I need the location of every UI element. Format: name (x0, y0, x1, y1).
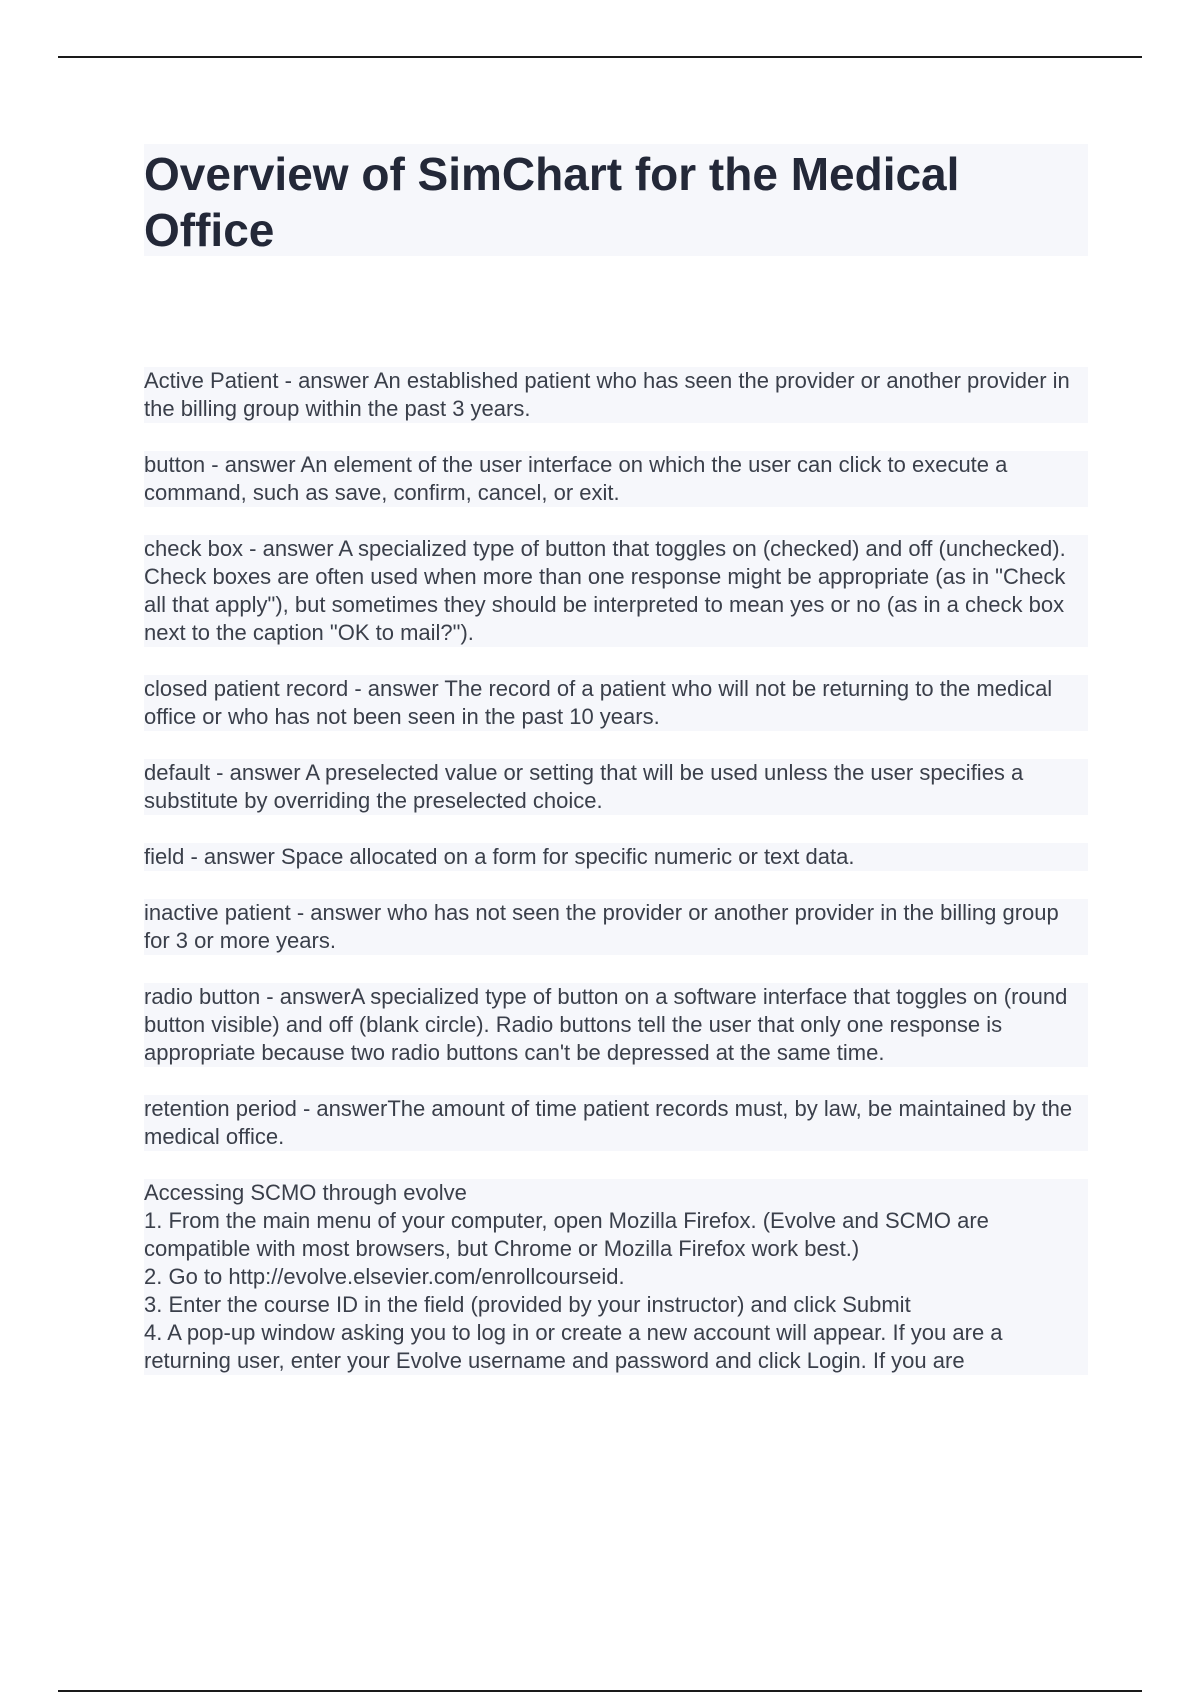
access-step: 2. Go to http://evolve.elsevier.com/enrollcourseid. (144, 1264, 625, 1289)
top-rule (58, 56, 1142, 58)
title-block (144, 144, 1088, 256)
definition-entry: Active Patient - answer An established patient who has seen the provider or another provider in the billing group within the past 3 years. (144, 367, 1088, 423)
definition-entry: retention period - answerThe amount of time patient records must, by law, be maintained by the medical office. (144, 1095, 1088, 1151)
access-step: 3. Enter the course ID in the field (provided by your instructor) and click Submit (144, 1292, 911, 1317)
definition-entry: radio button - answerA specialized type of button on a software interface that toggles on (round button visible) and off (blank circle). Radio buttons tell the user that only one response is appropriate because two radio buttons can't be depressed at the same time. (144, 983, 1088, 1067)
definition-entry: default - answer A preselected value or setting that will be used unless the user specifies a substitute by overriding the preselected choice. (144, 759, 1088, 815)
document-body (144, 367, 1088, 1375)
definition-entry: button - answer An element of the user interface on which the user can click to execute a command, such as save, confirm, cancel, or exit. (144, 451, 1088, 507)
definition-entry: inactive patient - answer who has not seen the provider or another provider in the billing group for 3 or more years. (144, 899, 1088, 955)
bottom-rule (58, 1690, 1142, 1692)
access-section (144, 1179, 1088, 1375)
access-heading: Accessing SCMO through evolve (144, 1180, 467, 1205)
definition-entry: check box - answer A specialized type of button that toggles on (checked) and off (unchecked). Check boxes are often used when more than one response might be appropriate (as in "Check all that apply"), but sometimes they should be interpreted to mean yes or no (as in a check box next to the caption "OK to mail?"). (144, 535, 1088, 647)
access-step: 4. A pop-up window asking you to log in or create a new account will appear. If you are a returning user, enter your Evolve username and password and click Login. If you are (144, 1320, 1003, 1373)
page-title: Overview of SimChart for the Medical Office (144, 148, 960, 256)
access-step: 1. From the main menu of your computer, open Mozilla Firefox. (Evolve and SCMO are compatible with most browsers, but Chrome or Mozilla Firefox work best.) (144, 1208, 989, 1261)
definition-entry: field - answer Space allocated on a form for specific numeric or text data. (144, 843, 1088, 871)
definition-entry: closed patient record - answer The record of a patient who will not be returning to the medical office or who has not been seen in the past 10 years. (144, 675, 1088, 731)
